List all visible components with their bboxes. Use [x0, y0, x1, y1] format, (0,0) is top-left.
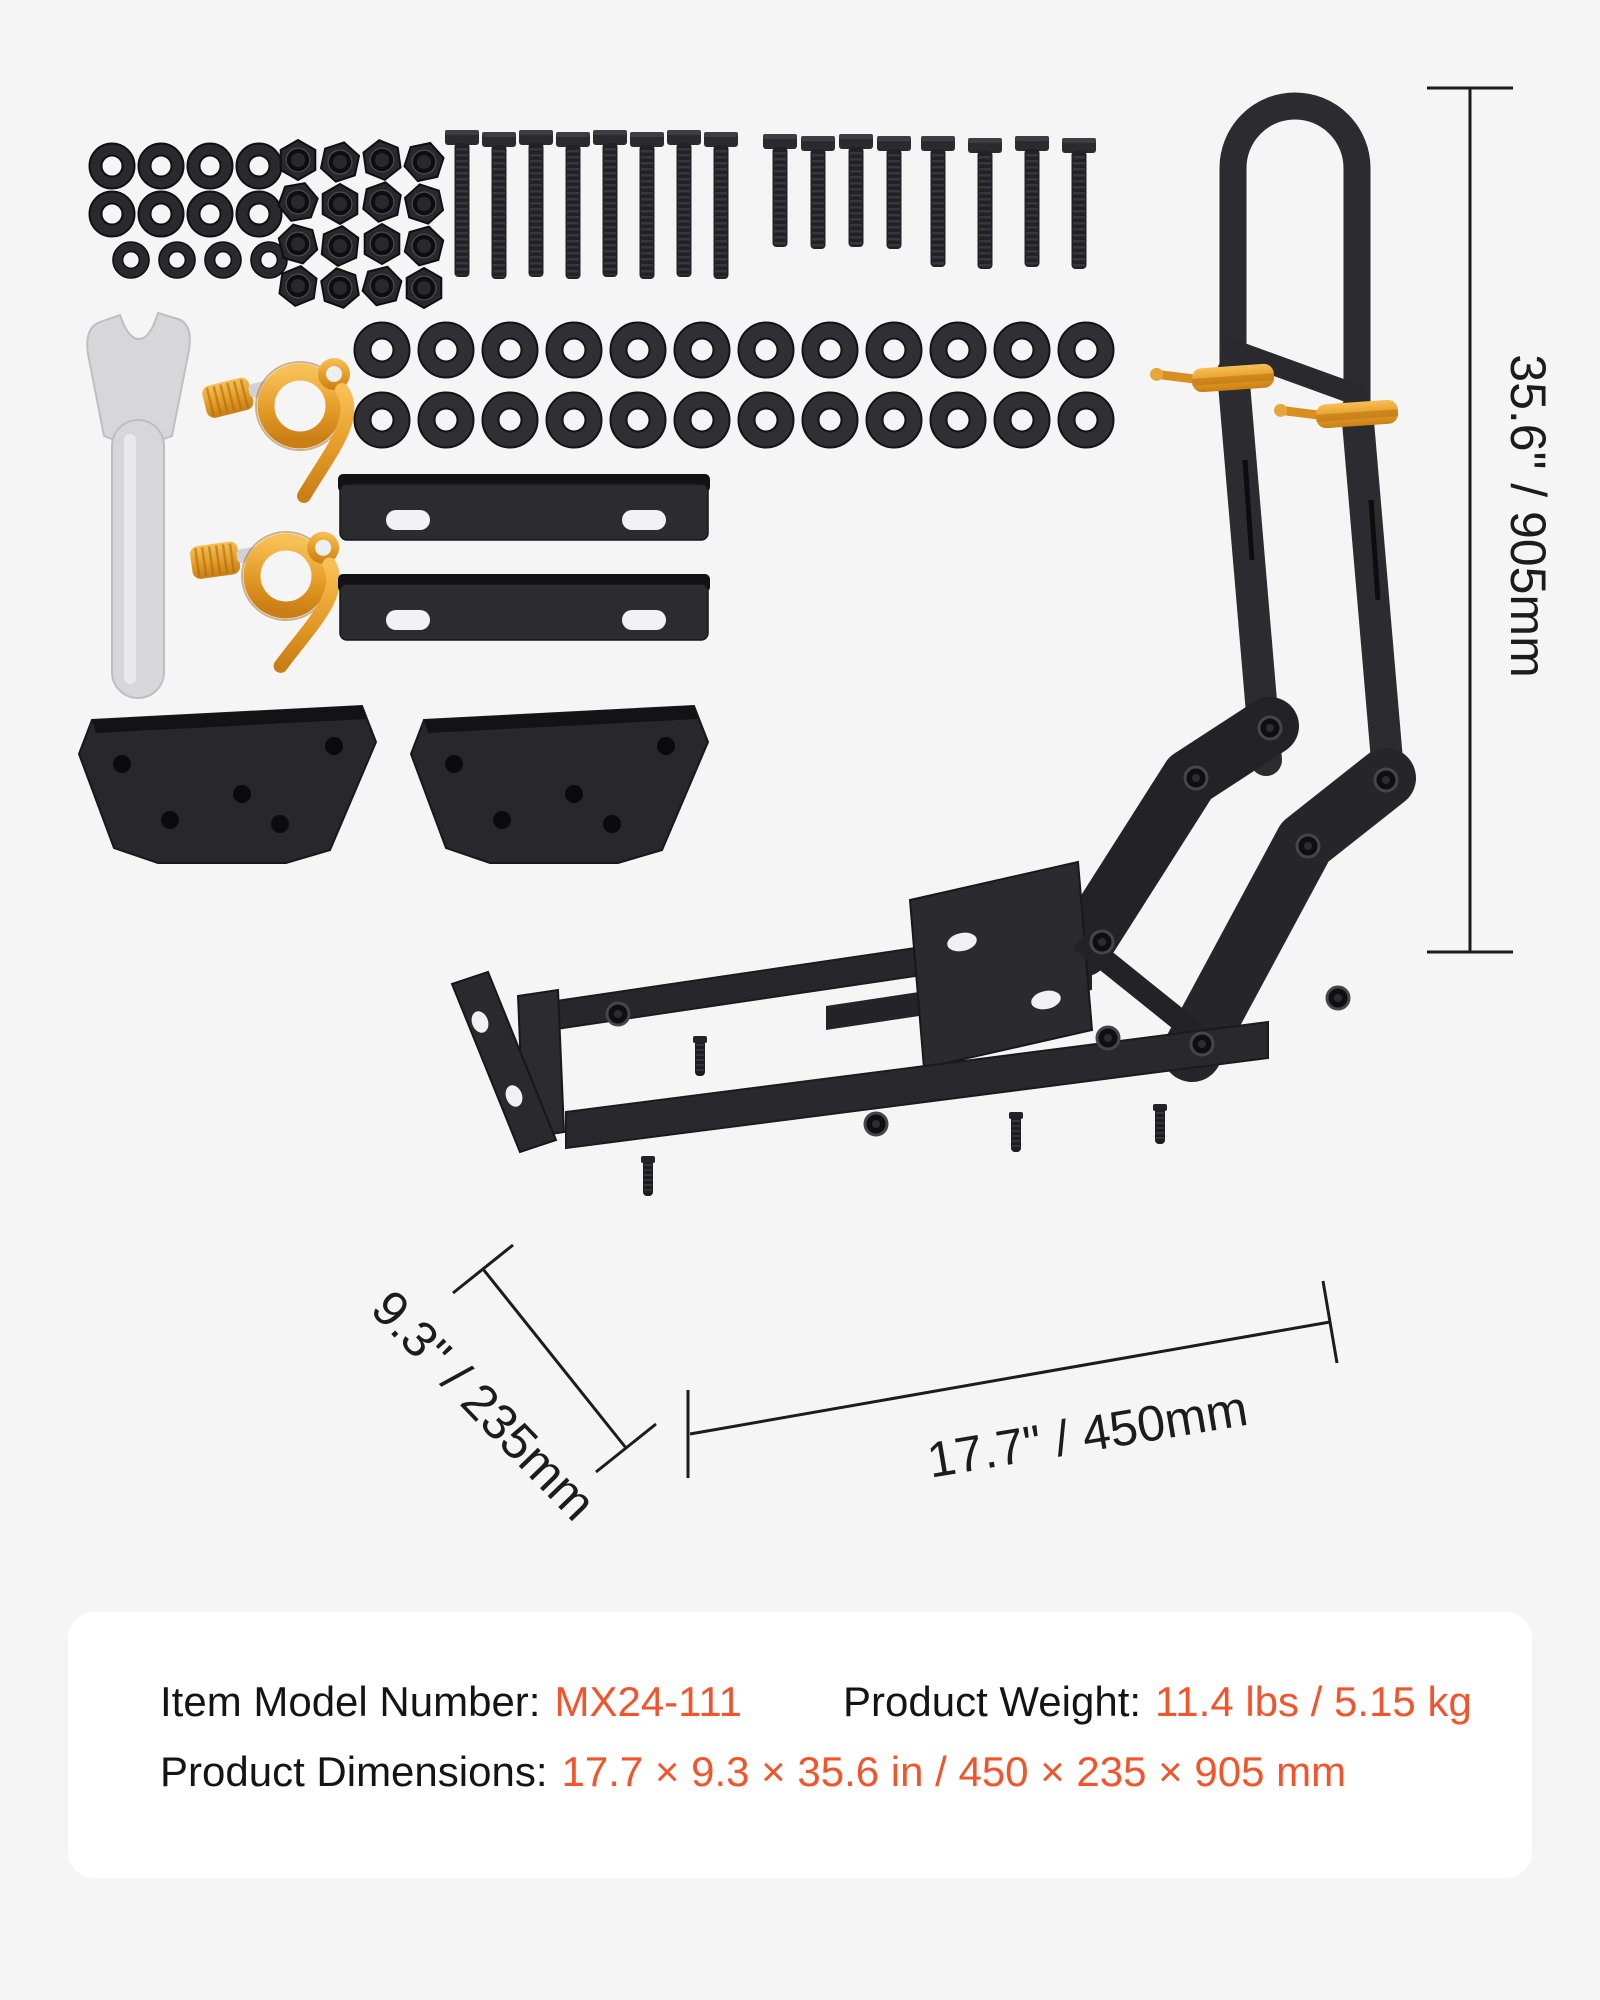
dimensions-value: 17.7 × 9.3 × 35.6 in / 450 × 235 × 905 mm — [561, 1748, 1347, 1795]
wheelie-bar-product — [452, 106, 1399, 1196]
front-arm — [1192, 778, 1386, 1052]
quick-release-clamp — [201, 358, 350, 496]
wrench — [87, 313, 190, 698]
hardware-kit — [79, 130, 1114, 863]
width-dimension-label: 17.7" / 450mm — [923, 1379, 1252, 1489]
hex-nuts — [275, 138, 447, 311]
dimensions-pair — [160, 1746, 1346, 1798]
weight-pair — [843, 1676, 1472, 1728]
weight-label: Product Weight: — [843, 1678, 1142, 1725]
weight-value: 11.4 lbs / 5.15 kg — [1155, 1678, 1472, 1725]
bolts-row — [445, 130, 1096, 279]
gusset-plate — [411, 706, 708, 863]
product-info-box — [68, 1612, 1532, 1878]
center-bracket — [910, 862, 1092, 1068]
tube-clamp — [1150, 360, 1275, 396]
mounting-bracket — [338, 474, 710, 540]
depth-dimension-label: 9.3" / 235mm — [360, 1279, 607, 1532]
model-number-pair — [160, 1676, 742, 1728]
quick-release-clamp — [178, 518, 341, 671]
model-number-label: Item Model Number: — [160, 1678, 541, 1725]
tube-clamp — [1274, 396, 1399, 432]
dimensions-label: Product Dimensions: — [160, 1748, 548, 1795]
model-number-value: MX24-111 — [554, 1678, 743, 1725]
height-dimension-label: 35.6" / 905mm — [1499, 354, 1556, 678]
large-washers — [355, 323, 1114, 448]
small-washers — [90, 144, 288, 279]
gusset-plate — [79, 706, 376, 863]
mounting-bracket — [338, 574, 710, 640]
